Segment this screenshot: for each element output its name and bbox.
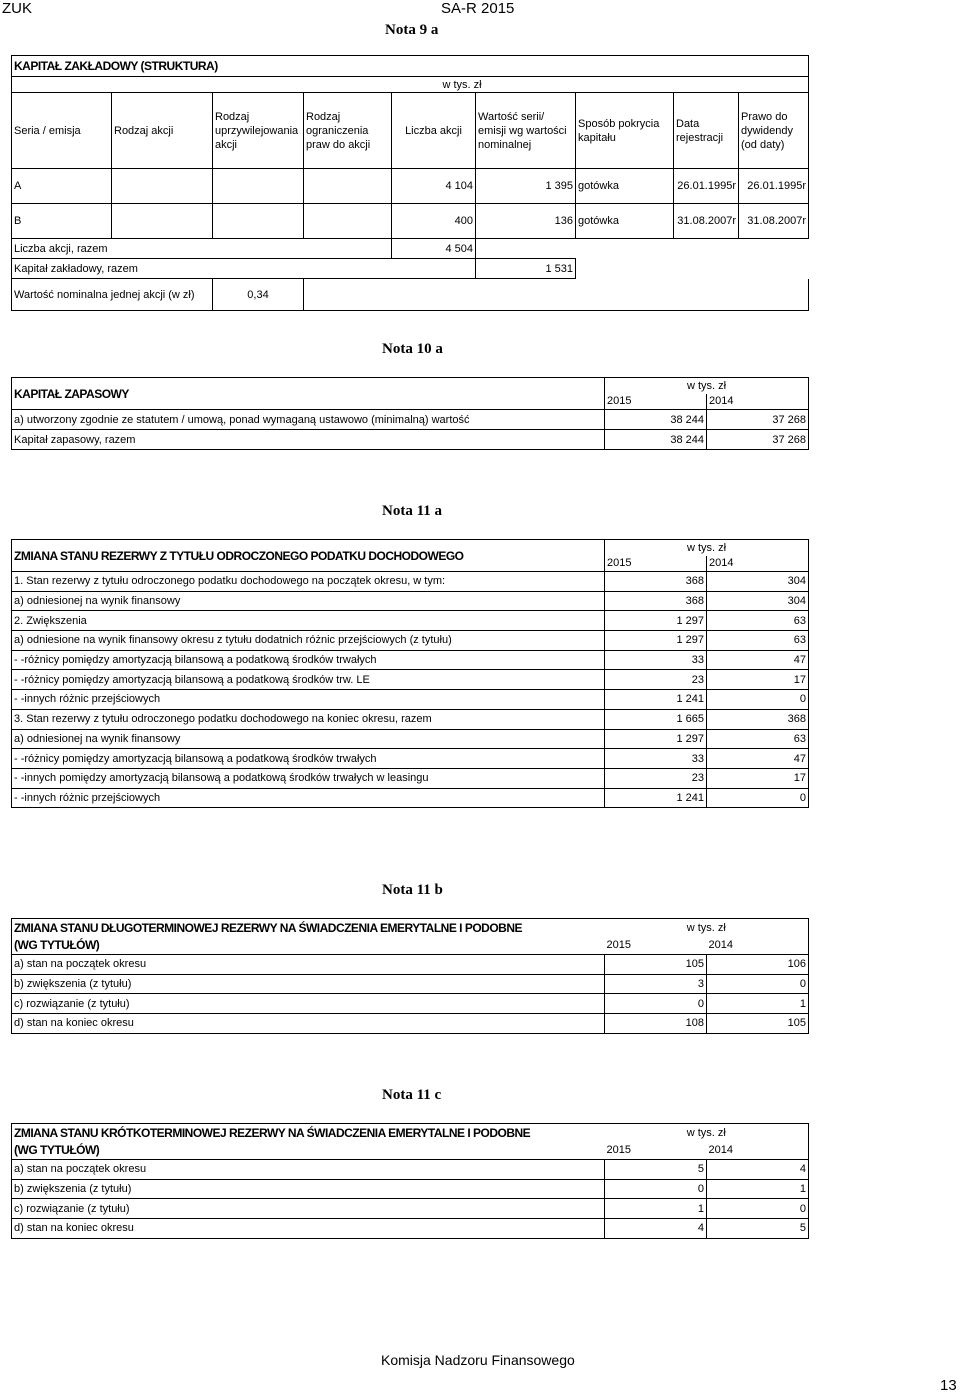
- row-label: d) stan na koniec okresu: [12, 1014, 605, 1034]
- row-label: a) odniesionej na wynik finansowy: [12, 729, 605, 749]
- row-value-2014: 17: [707, 768, 809, 788]
- table-row: [12, 631, 809, 651]
- row-label: - -różnicy pomiędzy amortyzacją bilansową a podatkową środków trwałych: [12, 650, 605, 670]
- row-value-2015: 1 241: [605, 788, 707, 808]
- nota11c-year2: 2014: [707, 1142, 809, 1160]
- nota11b-year2: 2014: [707, 937, 809, 955]
- row-label: c) rozwiązanie (z tytułu): [12, 1199, 605, 1219]
- nota11b-unit: w tys. zł: [605, 919, 809, 937]
- row-value-2014: 368: [707, 709, 809, 729]
- table-row: [12, 1199, 809, 1219]
- row-value-2014: 1: [707, 1179, 809, 1199]
- row-value-2014: 1: [707, 994, 809, 1014]
- row-value-2015: 0: [605, 994, 707, 1014]
- row-value-2015: 33: [605, 749, 707, 769]
- row-value-2014: 4: [707, 1160, 809, 1180]
- liczba-cell: 4 104: [392, 169, 476, 204]
- col-uprzywilejowanie: Rodzaj uprzywilejowania akcji: [213, 93, 304, 169]
- table-row: [12, 410, 809, 430]
- nota11c-table: [11, 1123, 809, 1239]
- row-value-2014: 63: [707, 631, 809, 651]
- row-value-2015: 3: [605, 974, 707, 994]
- nota9-title: KAPITAŁ ZAKŁADOWY (STRUKTURA): [12, 56, 809, 77]
- col-rodzaj-akcji: Rodzaj akcji: [112, 93, 213, 169]
- table-row: [12, 611, 809, 631]
- row-value-2015: 1 665: [605, 709, 707, 729]
- row-value-2014: 0: [707, 974, 809, 994]
- table-row: [12, 1160, 809, 1180]
- nota11c-heading: Nota 11 c: [382, 1087, 442, 1103]
- row-label: 3. Stan rezerwy z tytułu odroczonego podatku dochodowego na koniec okresu, razem: [12, 709, 605, 729]
- nota10-table: [11, 377, 809, 450]
- table-row: [12, 955, 809, 975]
- table-row: [12, 729, 809, 749]
- nota11b-table: [11, 918, 809, 1034]
- nota10-year2: 2014: [707, 394, 809, 410]
- row-value-2015: 33: [605, 650, 707, 670]
- nota9-unit: w tys. zł: [442, 78, 482, 91]
- row-value-2015: 1 241: [605, 690, 707, 710]
- row-value-2015: 0: [605, 1179, 707, 1199]
- row-value-2014: 37 268: [707, 410, 809, 430]
- nota11c-title-line1: ZMIANA STANU KRÓTKOTERMINOWEJ REZERWY NA ŚWIADCZENIA EMERYTALNE I PODOBNE: [12, 1124, 605, 1142]
- row-value-2014: 304: [707, 591, 809, 611]
- nota9-table: [11, 55, 809, 311]
- row-value-2014: 106: [707, 955, 809, 975]
- row-label: - -innych różnic przejściowych: [12, 788, 605, 808]
- row-value-2015: 38 244: [605, 430, 707, 450]
- row-value-2015: 105: [605, 955, 707, 975]
- nota11c-title-line2: (WG TYTUŁÓW): [12, 1142, 605, 1160]
- row-value-2014: 105: [707, 1014, 809, 1034]
- header-report: SA-R 2015: [441, 0, 515, 17]
- data-cell: 26.01.1995r: [674, 169, 739, 204]
- row-value-2015: 1 297: [605, 729, 707, 749]
- table-row: [12, 974, 809, 994]
- row-value-2014: 63: [707, 729, 809, 749]
- col-seria: Seria / emisja: [12, 93, 112, 169]
- col-pokrycie: Sposób pokrycia kapitału: [576, 93, 674, 169]
- nota11b-title-line2: (WG TYTUŁÓW): [12, 937, 605, 955]
- table-row: [12, 204, 809, 239]
- table-row: [12, 1014, 809, 1034]
- row-label: a) odniesionej na wynik finansowy: [12, 591, 605, 611]
- nota11c-unit: w tys. zł: [605, 1124, 809, 1142]
- row-value-2015: 1 297: [605, 631, 707, 651]
- nota10-heading: Nota 10 a: [382, 341, 443, 357]
- row-value-2014: 304: [707, 572, 809, 592]
- kapital-label: Kapitał zakładowy, razem: [12, 259, 476, 279]
- table-row: [12, 1179, 809, 1199]
- nota10-unit: w tys. zł: [605, 378, 809, 394]
- row-label: - -innych pomiędzy amortyzacją bilansową a podatkową środków trwałych w leasingu: [12, 768, 605, 788]
- col-liczba-akcji: Liczba akcji: [392, 93, 476, 169]
- row-value-2015: 368: [605, 591, 707, 611]
- table-row: [12, 1219, 809, 1239]
- nota11a-year2: 2014: [707, 556, 809, 572]
- nota11a-title: ZMIANA STANU REZERWY Z TYTUŁU ODROCZONEGO PODATKU DOCHODOWEGO: [12, 540, 605, 572]
- liczba-razem-label: Liczba akcji, razem: [12, 239, 392, 259]
- row-label: - -różnicy pomiędzy amortyzacją bilansową a podatkową środków trw. LE: [12, 670, 605, 690]
- nota11a-heading: Nota 11 a: [382, 503, 442, 519]
- liczba-cell: 400: [392, 204, 476, 239]
- liczba-razem-value: 4 504: [392, 239, 476, 259]
- row-value-2015: 23: [605, 670, 707, 690]
- row-value-2015: 1 297: [605, 611, 707, 631]
- row-value-2014: 47: [707, 650, 809, 670]
- row-value-2014: 5: [707, 1219, 809, 1239]
- row-value-2014: 0: [707, 690, 809, 710]
- col-prawo-dywidendy: Prawo do dywidendy (od daty): [739, 93, 809, 169]
- nominalna-value: 0,34: [213, 279, 304, 311]
- row-value-2015: 38 244: [605, 410, 707, 430]
- row-label: b) zwiększenia (z tytułu): [12, 1179, 605, 1199]
- row-label: - -innych różnic przejściowych: [12, 690, 605, 710]
- table-row: [12, 788, 809, 808]
- table-row: [12, 430, 809, 450]
- table-row: [12, 572, 809, 592]
- nota11b-heading: Nota 11 b: [382, 882, 443, 898]
- col-ograniczenia: Rodzaj ograniczenia praw do akcji: [304, 93, 392, 169]
- row-label: 2. Zwiększenia: [12, 611, 605, 631]
- row-label: a) utworzony zgodnie ze statutem / umową, ponad wymaganą ustawowo (minimalną) wartość: [12, 410, 605, 430]
- row-label: c) rozwiązanie (z tytułu): [12, 994, 605, 1014]
- nota10-title: KAPITAŁ ZAPASOWY: [12, 378, 605, 410]
- row-label: - -różnicy pomiędzy amortyzacją bilansową a podatkową środków trwałych: [12, 749, 605, 769]
- table-row: [12, 169, 809, 204]
- row-value-2015: 5: [605, 1160, 707, 1180]
- col-data-rejestracji: Data rejestracji: [674, 93, 739, 169]
- seria-cell: A: [12, 169, 112, 204]
- header-company: ZUK: [2, 0, 32, 17]
- prawo-cell: 31.08.2007r: [739, 204, 809, 239]
- table-row: [12, 650, 809, 670]
- row-label: a) odniesione na wynik finansowy okresu z tytułu dodatnich różnic przejściowych (z tytułu): [12, 631, 605, 651]
- nota11b-year1: 2015: [605, 937, 707, 955]
- nota10-year1: 2015: [605, 394, 707, 410]
- row-value-2015: 368: [605, 572, 707, 592]
- table-row: [12, 670, 809, 690]
- wartosc-cell: 1 395: [476, 169, 576, 204]
- kapital-value: 1 531: [476, 259, 576, 279]
- row-value-2014: 17: [707, 670, 809, 690]
- row-value-2014: 0: [707, 1199, 809, 1219]
- row-value-2015: 4: [605, 1219, 707, 1239]
- footer-text: Komisja Nadzoru Finansowego: [381, 1352, 575, 1368]
- table-row: [12, 749, 809, 769]
- row-label: d) stan na koniec okresu: [12, 1219, 605, 1239]
- page-number: 13: [940, 1377, 957, 1394]
- col-wartosc-serii: Wartość serii/ emisji wg wartości nominalnej: [476, 93, 576, 169]
- row-value-2015: 23: [605, 768, 707, 788]
- row-label: Kapitał zapasowy, razem: [12, 430, 605, 450]
- row-value-2015: 108: [605, 1014, 707, 1034]
- table-row: [12, 994, 809, 1014]
- row-value-2014: 0: [707, 788, 809, 808]
- data-cell: 31.08.2007r: [674, 204, 739, 239]
- nominalna-label: Wartość nominalna jednej akcji (w zł): [12, 279, 213, 311]
- table-row: [12, 709, 809, 729]
- prawo-cell: 26.01.1995r: [739, 169, 809, 204]
- nota11a-year1: 2015: [605, 556, 707, 572]
- seria-cell: B: [12, 204, 112, 239]
- table-row: [12, 591, 809, 611]
- row-value-2014: 47: [707, 749, 809, 769]
- row-value-2014: 37 268: [707, 430, 809, 450]
- table-row: [12, 768, 809, 788]
- nota11a-unit: w tys. zł: [605, 540, 809, 556]
- nota9-heading: Nota 9 a: [385, 22, 439, 38]
- wartosc-cell: 136: [476, 204, 576, 239]
- nota11a-table: [11, 539, 809, 808]
- row-value-2014: 63: [707, 611, 809, 631]
- pokrycie-cell: gotówka: [576, 169, 674, 204]
- row-label: b) zwiększenia (z tytułu): [12, 974, 605, 994]
- row-value-2015: 1: [605, 1199, 707, 1219]
- row-label: 1. Stan rezerwy z tytułu odroczonego podatku dochodowego na początek okresu, w tym:: [12, 572, 605, 592]
- nota11b-title-line1: ZMIANA STANU DŁUGOTERMINOWEJ REZERWY NA ŚWIADCZENIA EMERYTALNE I PODOBNE: [12, 919, 605, 937]
- pokrycie-cell: gotówka: [576, 204, 674, 239]
- row-label: a) stan na początek okresu: [12, 1160, 605, 1180]
- table-row: [12, 690, 809, 710]
- row-label: a) stan na początek okresu: [12, 955, 605, 975]
- nota11c-year1: 2015: [605, 1142, 707, 1160]
